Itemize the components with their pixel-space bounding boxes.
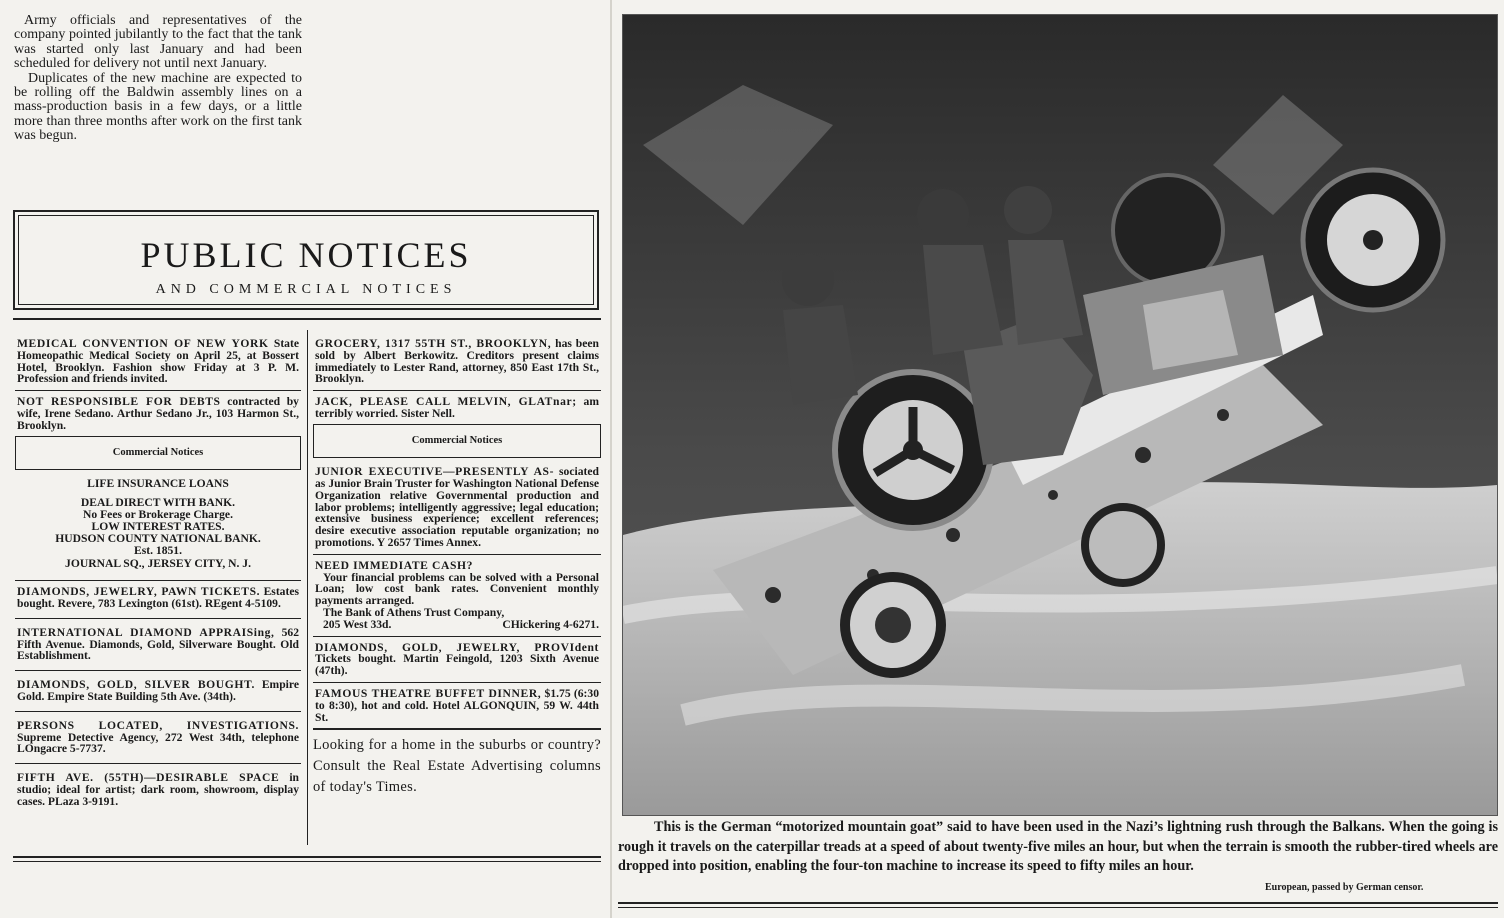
notice-heading: JUNIOR EXECUTIVE—PRESENTLY AS- <box>315 465 555 479</box>
bank-ad <box>15 478 301 571</box>
notice-item <box>15 679 301 703</box>
notices-subtitle: AND COMMERCIAL NOTICES <box>155 282 457 297</box>
notice-body: sociated as Junior Brain Truster for Washington National Defense Organization relative Governmental production and labor problems; intelligently aggressive; legal education; extensive business experience; excellent references; desire executive association reputable organization; no promotions. Y 2657 Times Annex. <box>315 465 599 549</box>
mountain-goat-vehicle-image <box>623 15 1497 815</box>
notice-heading: JACK, PLEASE CALL MELVIN, GLATnar; <box>315 395 577 409</box>
bank-ad-line: Est. 1851. <box>134 543 182 557</box>
bank-ad-line: HUDSON COUNTY NATIONAL BANK. <box>55 531 261 545</box>
notice-body: Empire Gold. Empire State Building 5th Ave. (34th). <box>17 678 299 703</box>
notice-heading: NEED IMMEDIATE CASH? <box>315 558 474 572</box>
notice-address-row <box>315 619 599 631</box>
bank-ad-line: DEAL DIRECT WITH BANK. <box>80 496 236 510</box>
notice-heading: MEDICAL CONVENTION OF NEW YORK <box>17 337 269 350</box>
divider <box>15 711 301 712</box>
divider <box>15 763 301 764</box>
divider <box>313 636 601 637</box>
notice-heading: FAMOUS THEATRE BUFFET DINNER, <box>315 686 542 700</box>
page-fold <box>610 0 612 918</box>
bank-ad-line: No Fees or Brokerage Charge. <box>83 508 233 522</box>
news-story <box>14 14 302 144</box>
bottom-rule-left-thin <box>13 861 601 862</box>
notice-body: Supreme Detective Agency, 272 West 34th, telephone LOngacre 5-7737. <box>17 730 299 756</box>
notice-body: in studio; ideal for artist; dark room, showroom, display cases. PLaza 3-9191. <box>17 771 299 808</box>
divider <box>15 390 301 391</box>
divider <box>313 390 601 391</box>
bottom-rule-left <box>13 856 601 858</box>
notice-body: 562 Fifth Avenue. Diamonds, Gold, Silverware Bought. Old Establishment. <box>17 625 299 663</box>
notice-body: $1.75 (6:30 to 8:30), hot and cold. Hotel ALGONQUIN, 59 W. 44th St. <box>315 686 599 724</box>
photo-credit: European, passed by German censor. <box>1265 882 1424 893</box>
notice-item <box>15 396 301 431</box>
notice-phone: CHickering 4-6271. <box>502 617 599 631</box>
notice-body: Tickets bought. Martin Feingold, 1203 Sixth Avenue (47th). <box>315 652 599 678</box>
notice-item <box>15 720 301 755</box>
bank-ad-line: LOW INTEREST RATES. <box>91 519 225 533</box>
notice-address: 205 West 33d. <box>323 617 392 631</box>
notice-heading: PERSONS LOCATED, INVESTIGATIONS. <box>17 718 299 732</box>
notice-item <box>313 466 601 549</box>
real-estate-text: Looking for a home in the suburbs or country? Consult the Real Estate Advertising columns of today's Times. <box>313 737 601 796</box>
divider <box>15 580 301 581</box>
notice-heading: INTERNATIONAL DIAMOND APPRAISing, <box>17 625 275 639</box>
commercial-notices-label: Commercial Notices <box>313 424 601 458</box>
story-paragraph: Duplicates of the new machine are expected to be rolling off the Baldwin assembly lines on a mass-production basis in a few days, or a little more than three months after work on the first tank was begun. <box>14 70 302 144</box>
notice-extra: The Bank of Athens Trust Company, <box>323 605 505 619</box>
bottom-rule-right-thin <box>618 907 1498 908</box>
notice-heading: DIAMONDS, GOLD, JEWELRY, PROVIdent <box>315 640 599 654</box>
bottom-rule-right <box>618 902 1498 904</box>
notice-item <box>15 586 301 610</box>
header-rule <box>13 318 601 320</box>
photo-caption <box>618 818 1498 877</box>
notice-heading: DIAMONDS, JEWELRY, PAWN TICKETS. <box>17 585 261 599</box>
notice-item <box>313 688 601 723</box>
notice-body: Estates bought. Revere, 783 Lexington (61st). REgent 4-5109. <box>17 585 299 610</box>
notice-body: contracted by wife, Irene Sedano. Arthur Sedano Jr., 103 Harmon St., Brooklyn. <box>17 395 299 432</box>
public-notices-header <box>13 210 599 310</box>
notice-item <box>313 560 601 631</box>
notice-heading: DIAMONDS, GOLD, SILVER BOUGHT. <box>17 678 255 692</box>
divider <box>313 728 601 730</box>
notice-item <box>15 627 301 662</box>
notice-body: State Homeopathic Medical Society on April 25, at Bossert Hotel, Brooklyn. Fashion show Friday at 3 P. M. Profession and friends invited. <box>17 337 299 386</box>
divider <box>15 618 301 619</box>
divider <box>313 554 601 555</box>
column-divider <box>307 330 308 845</box>
notice-heading: GROCERY, 1317 55TH ST., BROOKLYN, <box>315 337 552 350</box>
notice-item <box>313 338 601 385</box>
left-notices-column <box>15 338 301 808</box>
notice-heading: NOT RESPONSIBLE FOR DEBTS <box>17 395 221 409</box>
real-estate-note <box>313 735 601 798</box>
notice-item <box>313 396 601 420</box>
bank-ad-line: JOURNAL SQ., JERSEY CITY, N. J. <box>65 557 251 571</box>
right-notices-column <box>313 338 601 798</box>
notice-body: has been sold by Albert Berkowitz. Creditors present claims immediately to Lester Rand, attorney, 850 East 17th St., Brooklyn. <box>315 337 599 386</box>
notices-title: PUBLIC NOTICES <box>140 235 472 275</box>
caption-text: This is the German “motorized mountain goat” said to have been used in the Nazi’s lightning rush through the Balkans. When the going is rough it travels on the caterpillar treads at a speed of about twenty-five miles an hour, but when the terrain is smooth the rubber-tired wheels are dropped into position, enabling the four-ton machine to increase its speed to fifty miles an hour. <box>618 819 1498 875</box>
notice-body: Your financial problems can be solved with a Personal Loan; low cost bank rates. Convenient monthly payments arranged. <box>315 570 599 608</box>
notice-item <box>15 338 301 385</box>
bank-ad-heading: LIFE INSURANCE LOANS <box>87 476 229 490</box>
notice-item <box>313 642 601 677</box>
news-photograph <box>622 14 1498 816</box>
divider <box>15 670 301 671</box>
story-paragraph: Army officials and representatives of the company pointed jubilantly to the fact that the tank was started only last January and had been scheduled for delivery not until next January. <box>14 13 302 72</box>
notice-item <box>15 772 301 807</box>
notice-body: am terribly worried. Sister Nell. <box>315 395 599 420</box>
divider <box>313 682 601 683</box>
commercial-notices-label: Commercial Notices <box>15 436 301 470</box>
notice-heading: FIFTH AVE. (55TH)—DESIRABLE SPACE <box>17 771 280 785</box>
